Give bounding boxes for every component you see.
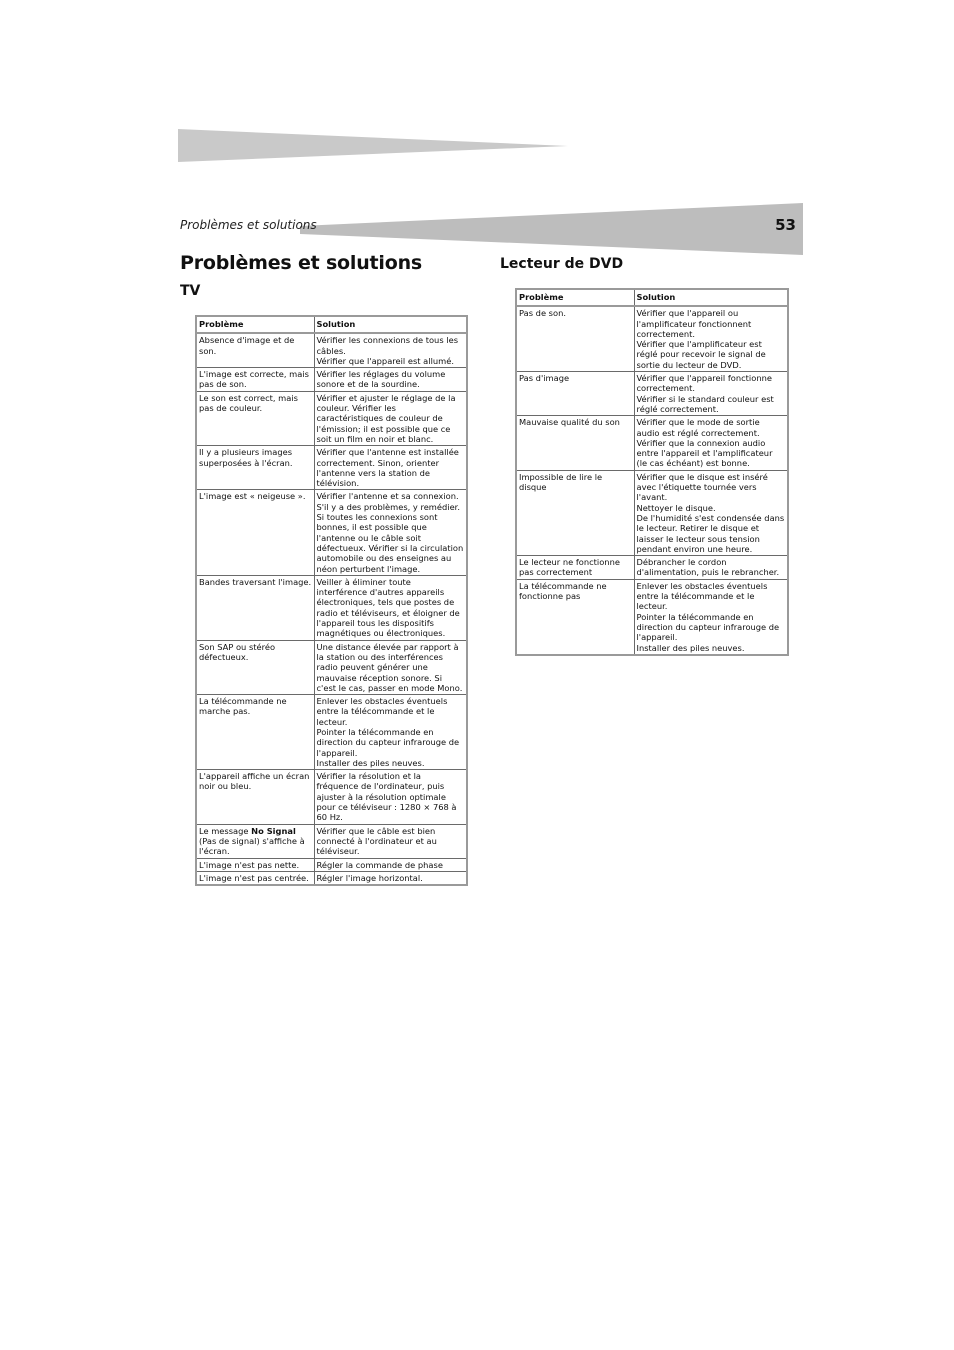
solution-cell: Veiller à éliminer toute interférence d'autres appareils électroniques, tels que postes de radio et téléviseurs, et éloigner de l'appareil tous les dispositifs magnétiques ou électroniques. — [314, 575, 467, 640]
page-title: Problèmes et solutions — [180, 252, 423, 274]
table-row — [516, 372, 788, 416]
dvd-troubleshooting-table — [515, 288, 789, 656]
table-row — [516, 579, 788, 655]
solution-cell: Vérifier que l'appareil ou l'amplificateur fonctionnent correctement. Vérifier que l'amplificateur est réglé pour recevoir le signal de sortie du lecteur de DVD. — [634, 306, 788, 371]
header-decoration — [0, 0, 954, 300]
problem-cell: Son SAP ou stéréo défectueux. — [196, 640, 314, 694]
solution-cell: Enlever les obstacles éventuels entre la télécommande et le lecteur. Pointer la télécommande en direction du capteur infrarouge de l'appareil. Installer des piles neuves. — [634, 579, 788, 655]
header-gray-band — [300, 203, 803, 255]
problem-cell: Le son est correct, mais pas de couleur. — [196, 391, 314, 445]
problem-cell — [196, 824, 314, 858]
problem-text-suffix: (Pas de signal) s'affiche à l'écran. — [199, 835, 305, 857]
table-row — [196, 333, 467, 367]
table-row — [196, 824, 467, 858]
table-row — [196, 858, 467, 871]
solution-cell: Vérifier que le mode de sortie audio est réglé correctement. Vérifier que la connexion audio entre l'appareil et l'amplificateur (le cas échéant) est bonne. — [634, 416, 788, 470]
section-title-tv: TV — [180, 283, 201, 299]
table-row — [196, 575, 467, 640]
solution-cell: Vérifier que l'antenne est installée correctement. Sinon, orienter l'antenne vers la station de télévision. — [314, 446, 467, 490]
solution-cell: Débrancher le cordon d'alimentation, puis le rebrancher. — [634, 556, 788, 580]
problem-cell: Il y a plusieurs images superposées à l'écran. — [196, 446, 314, 490]
top-gray-band — [178, 129, 568, 162]
table-row — [516, 306, 788, 371]
table-row — [516, 416, 788, 470]
table-row — [196, 695, 467, 770]
table-row — [196, 770, 467, 824]
problem-cell: L'image est « neigeuse ». — [196, 490, 314, 575]
no-signal-label: No Signal — [251, 825, 296, 836]
problem-cell: L'appareil affiche un écran noir ou bleu. — [196, 770, 314, 824]
solution-cell: Vérifier l'antenne et sa connexion. S'il y a des problèmes, y remédier. Si toutes les connexions sont bonnes, il est possible que l'antenne ou le câble soit défectueux. Vérifier si la circulation automobile ou des enseignes au néon perturbent l'image. — [314, 490, 467, 575]
solution-cell: Vérifier la résolution et la fréquence de l'ordinateur, puis ajuster à la résolution optimale pour ce téléviseur : 1280 × 768 à 60 Hz. — [314, 770, 467, 824]
tv-troubleshooting-table — [195, 315, 468, 886]
column-header-problem: Problème — [196, 316, 314, 333]
problem-text-prefix: Le message — [199, 825, 252, 836]
table-row — [196, 391, 467, 445]
problem-cell: La télécommande ne marche pas. — [196, 695, 314, 770]
problem-cell: Bandes traversant l'image. — [196, 575, 314, 640]
problem-cell: Absence d'image et de son. — [196, 333, 314, 367]
page-number: 53 — [775, 216, 796, 234]
column-header-solution: Solution — [314, 316, 467, 333]
problem-cell: Impossible de lire le disque — [516, 470, 634, 555]
table-row — [516, 470, 788, 555]
section-title-dvd: Lecteur de DVD — [500, 256, 624, 272]
solution-cell: Vérifier les connexions de tous les câbles. Vérifier que l'appareil est allumé. — [314, 333, 467, 367]
running-header-title: Problèmes et solutions — [180, 218, 317, 232]
table-row — [196, 640, 467, 694]
problem-cell: L'image est correcte, mais pas de son. — [196, 368, 314, 392]
solution-cell: Une distance élevée par rapport à la station ou des interférences radio peuvent générer une mauvaise réception sonore. Si c'est le cas, passer en mode Mono. — [314, 640, 467, 694]
solution-cell: Vérifier les réglages du volume sonore et de la sourdine. — [314, 368, 467, 392]
solution-cell: Régler la commande de phase — [314, 858, 467, 871]
column-header-problem: Problème — [516, 289, 634, 306]
solution-cell: Régler l'image horizontal. — [314, 871, 467, 885]
column-header-solution: Solution — [634, 289, 788, 306]
solution-cell: Vérifier et ajuster le réglage de la couleur. Vérifier les caractéristiques de couleur de l'émission; il est possible que ce soit un film en noir et blanc. — [314, 391, 467, 445]
table-header-row — [516, 289, 788, 306]
table-row — [196, 446, 467, 490]
problem-cell: L'image n'est pas nette. — [196, 858, 314, 871]
problem-cell: Pas de son. — [516, 306, 634, 371]
problem-cell: Le lecteur ne fonctionne pas correctement — [516, 556, 634, 580]
problem-cell: Pas d'image — [516, 372, 634, 416]
problem-cell: L'image n'est pas centrée. — [196, 871, 314, 885]
table-row — [196, 490, 467, 575]
table-row — [516, 556, 788, 580]
solution-cell: Vérifier que le câble est bien connecté à l'ordinateur et au téléviseur. — [314, 824, 467, 858]
solution-cell: Enlever les obstacles éventuels entre la télécommande et le lecteur. Pointer la télécommande en direction du capteur infrarouge de l'appareil. Installer des piles neuves. — [314, 695, 467, 770]
table-header-row — [196, 316, 467, 333]
problem-cell: Mauvaise qualité du son — [516, 416, 634, 470]
solution-cell: Vérifier que l'appareil fonctionne correctement. Vérifier si le standard couleur est réglé correctement. — [634, 372, 788, 416]
problem-cell: La télécommande ne fonctionne pas — [516, 579, 634, 655]
table-row — [196, 871, 467, 885]
table-row — [196, 368, 467, 392]
solution-cell: Vérifier que le disque est inséré avec l'étiquette tournée vers l'avant. Nettoyer le disque. De l'humidité s'est condensée dans le lecteur. Retirer le disque et laisser le lecteur sous tension pendant environ une heure. — [634, 470, 788, 555]
